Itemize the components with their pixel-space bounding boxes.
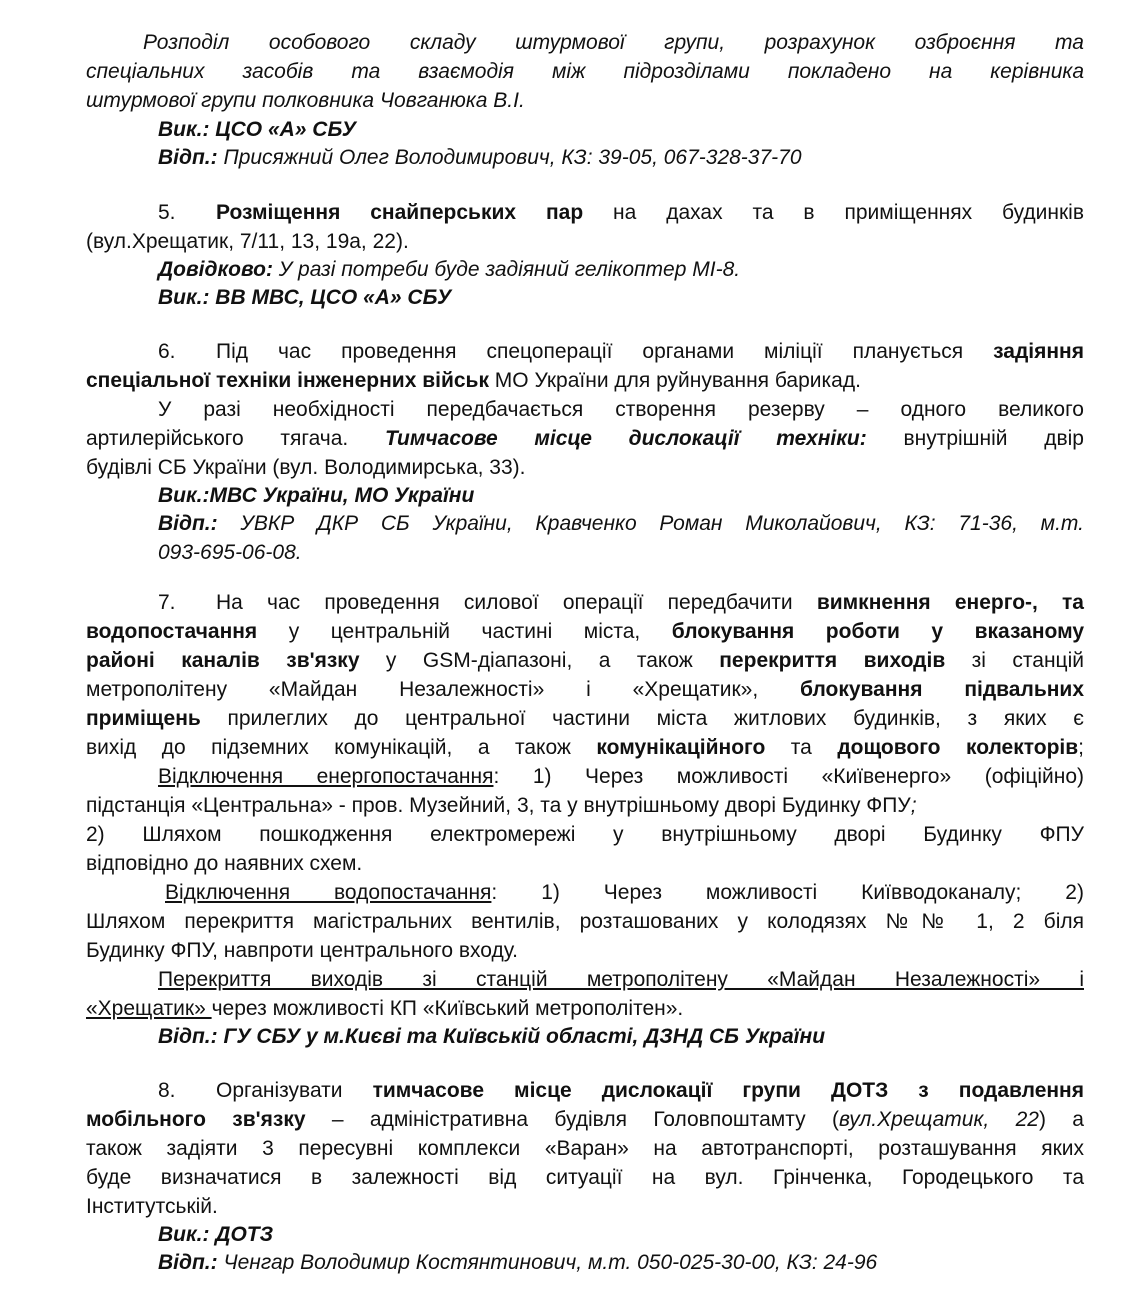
p7-energy-1: Відключення енергопостачання: 1) Через можливості «Київенерго» (офіційно) bbox=[158, 765, 1085, 788]
p7-line-3: районі каналів зв'язку у GSM-діапазоні, а також перекриття виходів зі станцій bbox=[86, 649, 1084, 672]
p7-line-1: 7. На час проведення силової операції передбачити вимкнення енерго-, та bbox=[0, 588, 1127, 618]
item-number: 6. bbox=[158, 340, 176, 363]
p6-line-2: спеціальної техніки інженерних військ МО України для руйнування барикад. bbox=[86, 369, 861, 392]
p7-metro-1: Перекриття виходів зі станцій метрополітену «Майдан Незалежності» і bbox=[158, 968, 1084, 991]
p7-line-4: метрополітену «Майдан Незалежності» і «Хрещатик», блокування підвальних bbox=[86, 678, 1084, 701]
p7-energy-4: відповідно до наявних схем. bbox=[86, 852, 363, 875]
p6-executor: Вик.:МВС України, МО України bbox=[158, 484, 475, 507]
p6-line-1: 6. Під час проведення спецоперації органами міліції планується задіяння bbox=[0, 337, 1127, 367]
p7-metro-2: «Хрещатик» через можливості КП «Київський метрополітен». bbox=[86, 997, 684, 1020]
p8-line-5: Інститутській. bbox=[86, 1195, 218, 1218]
p7-energy-3: 2) Шляхом пошкодження електромережі у внутрішньому дворі Будинку ФПУ bbox=[86, 823, 1084, 846]
item-number: 8. bbox=[158, 1079, 176, 1102]
p1-executor: Вик.: ЦСО «А» СБУ bbox=[158, 118, 357, 141]
p1-line-3: штурмової групи полковника Човганюка В.І. bbox=[86, 89, 525, 112]
p6-responsible-cont: 093-695-06-08. bbox=[158, 541, 302, 564]
p8-executor: Вик.: ДОТЗ bbox=[158, 1223, 274, 1246]
p8-line-3: також задіяти 3 пересувні комплекси «Варан» на автотранспорті, розташування яких bbox=[86, 1137, 1084, 1160]
p5-executor: Вик.: ВВ МВС, ЦСО «А» СБУ bbox=[158, 286, 452, 309]
p1-line-1: Розподіл особового складу штурмової групи, розрахунок озброєння та bbox=[143, 31, 1084, 54]
p8-line-1: 8. Організувати тимчасове місце дислокації групи ДОТЗ з подавлення bbox=[0, 1076, 1127, 1106]
p5-note: Довідково: У разі потреби буде задіяний гелікоптер МІ-8. bbox=[158, 258, 741, 281]
p6-line-5: будівлі СБ України (вул. Володимирська, 33). bbox=[86, 456, 526, 479]
p1-line-2: спеціальних засобів та взаємодія між підрозділами покладено на керівника bbox=[86, 60, 1084, 83]
p7-responsible: Відп.: ГУ СБУ у м.Києві та Київській області, ДЗНД СБ України bbox=[158, 1025, 826, 1048]
p6-line-3: У разі необхідності передбачається створення резерву – одного великого bbox=[158, 398, 1084, 421]
p7-water-3: Будинку ФПУ, навпроти центрального входу. bbox=[86, 939, 518, 962]
p6-line-4: артилерійського тягача. Тимчасове місце дислокації техніки: внутрішній двір bbox=[86, 427, 1084, 450]
p8-line-2: мобільного зв'язку – адміністративна будівля Головпоштамту (вул.Хрещатик, 22) а bbox=[86, 1108, 1084, 1131]
p7-water-2: Шляхом перекриття магістральних вентилів, розташованих у колодязях №№ 1, 2 біля bbox=[86, 910, 1084, 933]
p8-line-4: буде визначатися в залежності від ситуації на вул. Грінченка, Городецького та bbox=[86, 1166, 1084, 1189]
p6-responsible: Відп.: УВКР ДКР СБ України, Кравченко Роман Миколайович, КЗ: 71-36, м.т. bbox=[158, 512, 1084, 535]
responsible-text: Присяжний Олег Володимирович, КЗ: 39-05, 067-328-37-70 bbox=[217, 146, 802, 169]
item-number: 5. bbox=[158, 201, 176, 224]
p1-responsible bbox=[0, 143, 1127, 173]
item-number: 7. bbox=[158, 591, 176, 614]
p5-line-2: (вул.Хрещатик, 7/11, 13, 19а, 22). bbox=[86, 230, 409, 253]
p5-line-1: 5. Розміщення снайперських пар на дахах та в приміщеннях будинків bbox=[0, 198, 1127, 228]
p7-line-6: вихід до підземних комунікацій, а також комунікаційного та дощового колекторів; bbox=[86, 736, 1085, 759]
p8-responsible: Відп.: Ченгар Володимир Костянтинович, м.т. 050-025-30-00, КЗ: 24-96 bbox=[158, 1251, 878, 1274]
p7-line-2: водопостачання у центральній частині міста, блокування роботи у вказаному bbox=[86, 620, 1085, 643]
p7-energy-2: підстанція «Центральна» - пров. Музейний, 3, та у внутрішньому дворі Будинку ФПУ; bbox=[86, 794, 917, 817]
p7-water-1: Відключення водопостачання: 1) Через можливості Київводоканалу; 2) bbox=[165, 881, 1084, 904]
responsible-label: Відп.: bbox=[158, 146, 218, 169]
p7-line-5: приміщень прилеглих до центральної частини міста житлових будинків, з яких є bbox=[86, 707, 1084, 730]
